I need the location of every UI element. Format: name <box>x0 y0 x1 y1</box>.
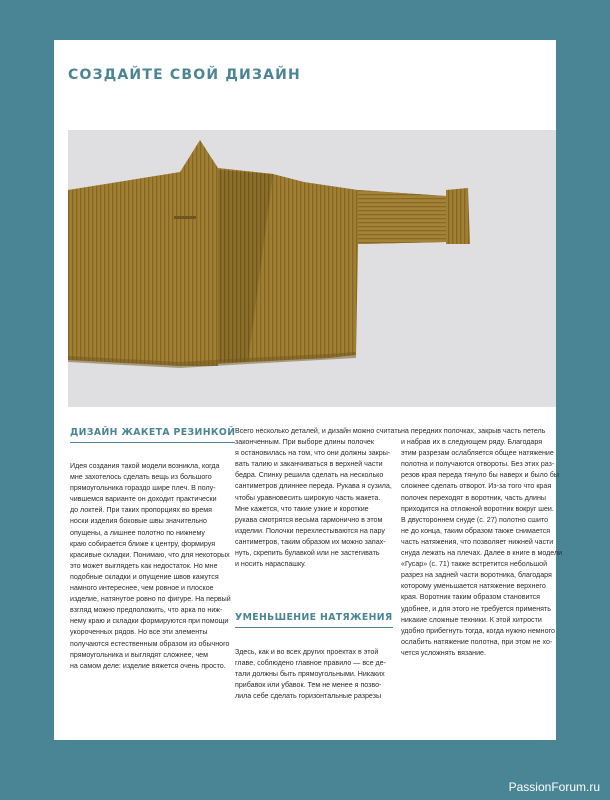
cardigan-pocket-slit <box>174 216 196 219</box>
text-line: намного интереснее, чем ровное и плоское <box>70 584 214 593</box>
text-line: «Гусар» (с. 71) также встретится небольшой <box>401 560 548 569</box>
text-line: краю собирается ближе к центру, формируя <box>70 539 216 548</box>
text-line: Мне кажется, что такие узкие и короткие <box>235 504 369 513</box>
text-line: мне захотелось сделать вещь из большого <box>70 473 212 482</box>
text-line: чтобы уравновесить широкую часть жакета. <box>235 493 381 502</box>
text-line: этим разрезам ослабляется общее натяжение <box>401 449 554 458</box>
text-line: опущены, а лишнее полотно по нижнему <box>70 528 205 537</box>
text-line: нуть, скрепить булавкой или не застегивать <box>235 549 380 558</box>
text-line: часть натяжения, что позволяет нижней части <box>401 537 554 546</box>
cardigan-left-front <box>180 140 218 366</box>
text-line: носки изделия боковые швы значительно <box>70 517 207 526</box>
cardigan-cuff <box>446 188 470 244</box>
text-line: снуда лежать на плечах. Далее в книге в модели <box>401 549 563 558</box>
text-line: удобно прибегнуть тогда, когда нужно немного <box>401 626 555 635</box>
text-line: никакие сложные техники. К этой хитрости <box>401 615 542 624</box>
text-line: полотна и получаются отвороты. Без этих раз- <box>401 460 555 469</box>
text-line: Здесь, как и во всех других проектах в этой <box>235 648 379 656</box>
text-line: чившемся варианте он доходит практически <box>70 495 217 504</box>
text-line: не до конца, таким образом также снимается <box>401 526 551 535</box>
text-line: на передних полочках, закрыв часть петель <box>401 427 546 435</box>
cardigan-sleeve <box>358 190 446 244</box>
text-line: прямоугольника и выглядят сложнее, чем <box>70 650 209 659</box>
text-line: красивые складки. Понимаю, что для некоторых <box>70 550 230 559</box>
text-line: Идея создания такой модели возникла, когда <box>70 462 220 470</box>
text-line: изделии. Полочки перехлестываются на пару <box>235 526 385 535</box>
text-line: лила себе сделать горизонтальные разрезы <box>235 692 382 701</box>
text-line: изделие, натянутое ровно по фигуре. На первый <box>70 595 231 604</box>
text-line: удобнее, и для этого не требуется применять <box>401 604 551 613</box>
knitted-cardigan-photo <box>68 130 556 407</box>
text-line: сложнее сделать отворот. Из-за того что края <box>401 482 552 491</box>
watermark: PassionForum.ru <box>508 780 600 794</box>
text-line: сантиметров, таким образом их можно запах- <box>235 537 386 546</box>
column-2-text-bottom <box>235 647 386 702</box>
text-line: взгляд можно предположить, что арка по ниж- <box>70 606 223 615</box>
text-line: нему краю и складки формируются при помощи <box>70 617 229 626</box>
text-line: прямоугольника гораздо шире плеч. В полу- <box>70 484 216 493</box>
text-line: которому уменьшается натяжение верхнего <box>401 582 546 591</box>
text-line: законченным. При выборе длины полочек <box>235 438 374 447</box>
text-line: Всего несколько деталей, и дизайн можно считать <box>235 427 402 435</box>
page-title: СОЗДАЙТЕ СВОЙ ДИЗАЙН <box>68 67 301 83</box>
text-line: до локтей. При таких пропорциях во время <box>70 506 212 515</box>
text-line: главе, соблюдено главное правило — все де- <box>235 659 386 668</box>
text-line: резов края переда тянуло бы наверх и было бы <box>401 471 559 480</box>
text-line: разрез на задней части воротника, благодаря <box>401 571 552 580</box>
text-line: и набрав их в следующем ряду. Благодаря <box>401 438 543 447</box>
text-line: рукава смотрятся весьма гармонично в этом <box>235 515 383 524</box>
text-line: приходится на отложной воротник вокруг шеи. <box>401 504 554 513</box>
text-line: полочек переходят в воротник, часть длины <box>401 493 546 502</box>
column-3-text <box>401 426 562 659</box>
text-line: я остановилась на том, что они должны закры- <box>235 449 391 458</box>
text-line: и носить нараспашку. <box>235 560 306 569</box>
text-line: подобные складки и опущение швов кажутся <box>70 572 219 581</box>
text-line: края. Воротник таким образом становится <box>401 593 541 602</box>
text-line: В двустороннем снуде (с. 27) полотно сшито <box>401 515 549 524</box>
text-line: сантиметров длиннее переда. Рукава я сузила, <box>235 482 392 491</box>
text-line: укороченных рядов. Но все эти элементы <box>70 628 208 637</box>
text-line: прибавок или убавок. Тем не менее я позво- <box>235 681 382 690</box>
section-heading-jacket-design: ДИЗАЙН ЖАКЕТА РЕЗИНКОЙ <box>70 427 235 443</box>
column-1-text <box>70 461 231 672</box>
text-line: бедра. Спинку решила сделать на несколько <box>235 471 384 480</box>
text-line: это может выглядеть как недостаток. Но мне <box>70 561 218 570</box>
text-line: чется усложнять вязание. <box>401 648 486 657</box>
book-page <box>54 40 563 740</box>
text-line: тали должны быть прямоугольными. Никаких <box>235 670 385 679</box>
section-heading-reduce-tension: УМЕНЬШЕНИЕ НАТЯЖЕНИЯ <box>235 612 393 628</box>
text-line: получаются естественным образом из обычного <box>70 639 230 648</box>
text-line: ослабить натяжение полотна, при этом не хо- <box>401 637 553 646</box>
text-line: на самом деле: изделие вяжется очень просто. <box>70 661 226 670</box>
column-2-text-top <box>235 426 401 570</box>
text-line: вать талию и заканчиваться в верхней части <box>235 460 383 469</box>
